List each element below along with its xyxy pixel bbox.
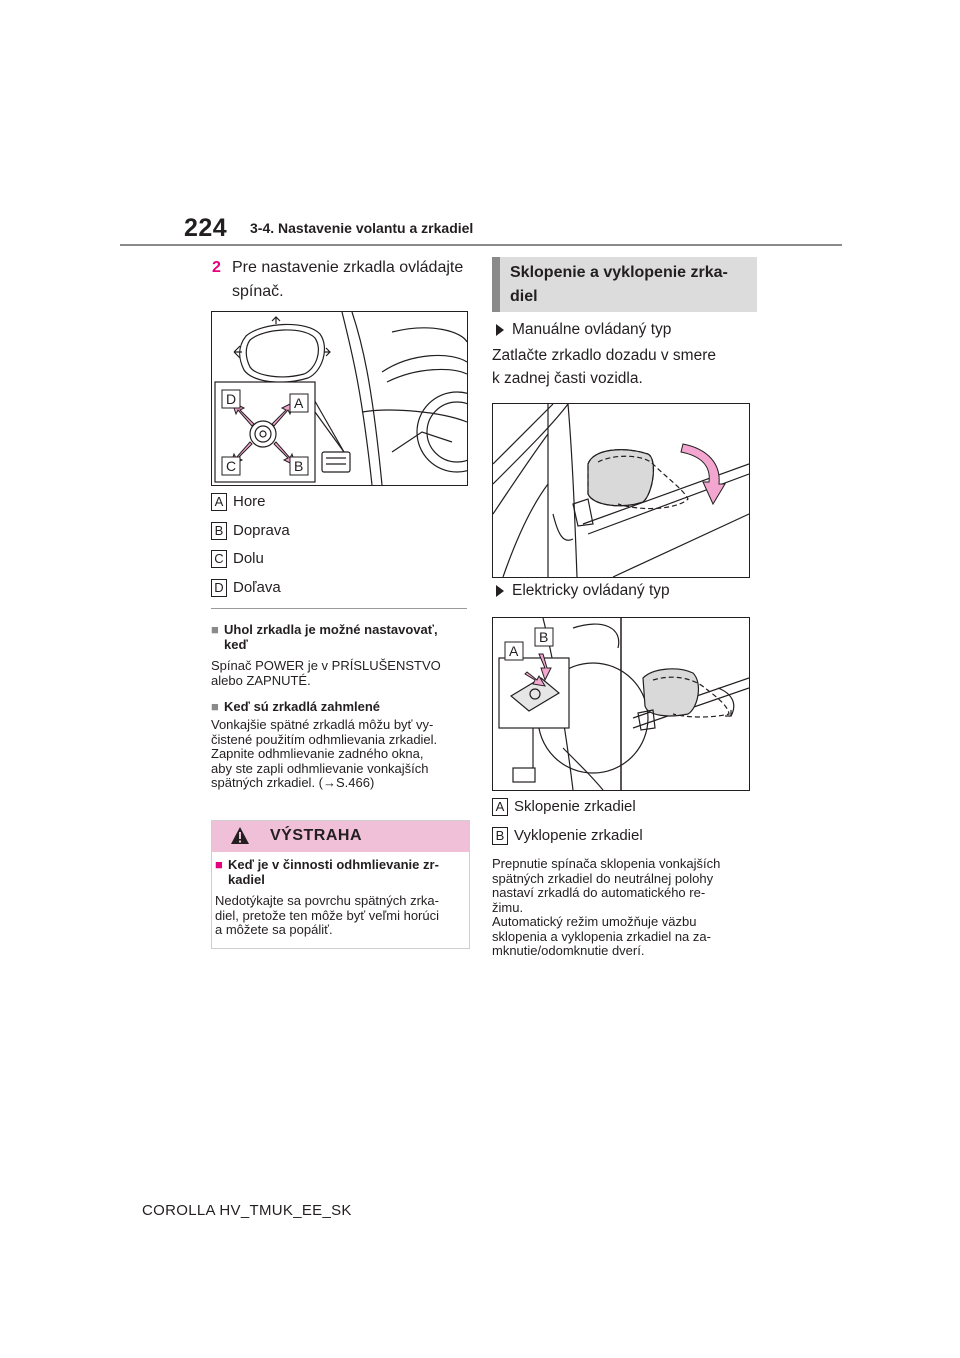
bullet-square-icon: ■ (211, 622, 219, 637)
warning-body: Nedotýkajte sa povrchu spätných zrka- diel, pretože ten môže byť veľmi horúci a môžete sa popáliť. (215, 893, 439, 937)
note-title: Uhol zrkadla je možné nastavovať, keď (224, 622, 438, 652)
label-item (211, 520, 451, 542)
figure-label-a: A (294, 395, 304, 411)
auto-mode-description: Prepnutie spínača sklopenia vonkajších spätných zrkadiel do neutrálnej polohy nastaví zrkadlá do automatického re- žimu. Automatický režim umožňuje väzbu sklopenia a vyklopenia zrkadiel na za- mknutie/odomknutie dverí. (492, 856, 721, 958)
warning-title: VÝSTRAHA (270, 827, 363, 844)
label-text: Doľava (233, 579, 281, 596)
figure-label-b: B (539, 629, 549, 645)
section-heading (492, 257, 757, 312)
step-text: Pre nastavenie zrkadla ovládajte spínač. (232, 259, 464, 300)
electric-fold-drawing (493, 618, 749, 790)
footer-model-code: COROLLA HV_TMUK_EE_SK (142, 1202, 352, 1219)
manual-instructions: Zatlačte zrkadlo dozadu v smere k zadnej časti vozidla. (492, 347, 716, 387)
label-text: Hore (233, 493, 266, 510)
figure-label-b: B (294, 458, 304, 474)
warning-heading (215, 857, 465, 889)
label-key-box: A (211, 493, 227, 511)
label-text: Dolu (233, 550, 264, 567)
warning-heading-text: Keď je v činnosti odhmlievanie zr- kadiel (228, 857, 439, 887)
bullet-square-icon: ■ (211, 699, 219, 714)
manual-type-label: Manuálne ovládaný typ (512, 321, 672, 338)
label-key-box: D (211, 579, 227, 597)
note-heading (211, 699, 467, 715)
label-key-box: A (492, 798, 508, 816)
label-item (211, 548, 451, 570)
figure-label-d: D (226, 391, 237, 407)
triangle-bullet-icon (496, 585, 504, 597)
warning-box (211, 820, 470, 949)
label-text: Vyklopenie zrkadiel (514, 827, 643, 844)
manual-type-item (496, 319, 746, 341)
bullet-square-icon: ■ (215, 857, 223, 872)
warning-triangle-icon (230, 826, 250, 845)
label-key-box: B (211, 522, 227, 540)
note-body: Spínač POWER je v PRÍSLUŠENSTVO alebo ZAPNUTÉ. (211, 658, 441, 688)
label-item (211, 491, 451, 513)
note-title: Keď sú zrkadlá zahmlené (224, 699, 381, 714)
mirror-adjust-drawing (212, 312, 467, 485)
section-heading-text: Sklopenie a vyklopenie zrka- diel (510, 264, 728, 305)
electric-type-label: Elektricky ovládaný typ (512, 582, 670, 599)
figure-label-a: A (509, 643, 519, 659)
notes-divider (211, 608, 467, 609)
mirror-adjust-illustration (211, 311, 468, 486)
triangle-bullet-icon (496, 324, 504, 336)
electric-type-item (496, 580, 746, 602)
electric-fold-illustration (492, 617, 750, 791)
label-text: Doprava (233, 522, 290, 539)
label-item (211, 577, 451, 599)
warning-header (212, 821, 469, 852)
note-heading (211, 622, 467, 654)
step-number: 2 (212, 259, 221, 276)
label-item (492, 796, 742, 818)
figure-label-c: C (226, 458, 237, 474)
label-text: Sklopenie zrkadiel (514, 798, 636, 815)
manual-fold-drawing (493, 404, 749, 577)
label-item (492, 825, 742, 847)
manual-fold-illustration (492, 403, 750, 578)
label-key-box: C (211, 550, 227, 568)
label-key-box: B (492, 827, 508, 845)
note-body: Vonkajšie spätné zrkadlá môžu byť vy- čistené použitím odhmlievania zrkadiel. Zapnite odhmlievanie zadného okna, aby ste zapli odhmlievanie vonkajších spätných zrkadiel. (→S.466) (211, 717, 438, 790)
section-title: 3-4. Nastavenie volantu a zrkadiel (250, 220, 474, 236)
header-divider (120, 244, 842, 246)
page-number: 224 (184, 214, 228, 242)
